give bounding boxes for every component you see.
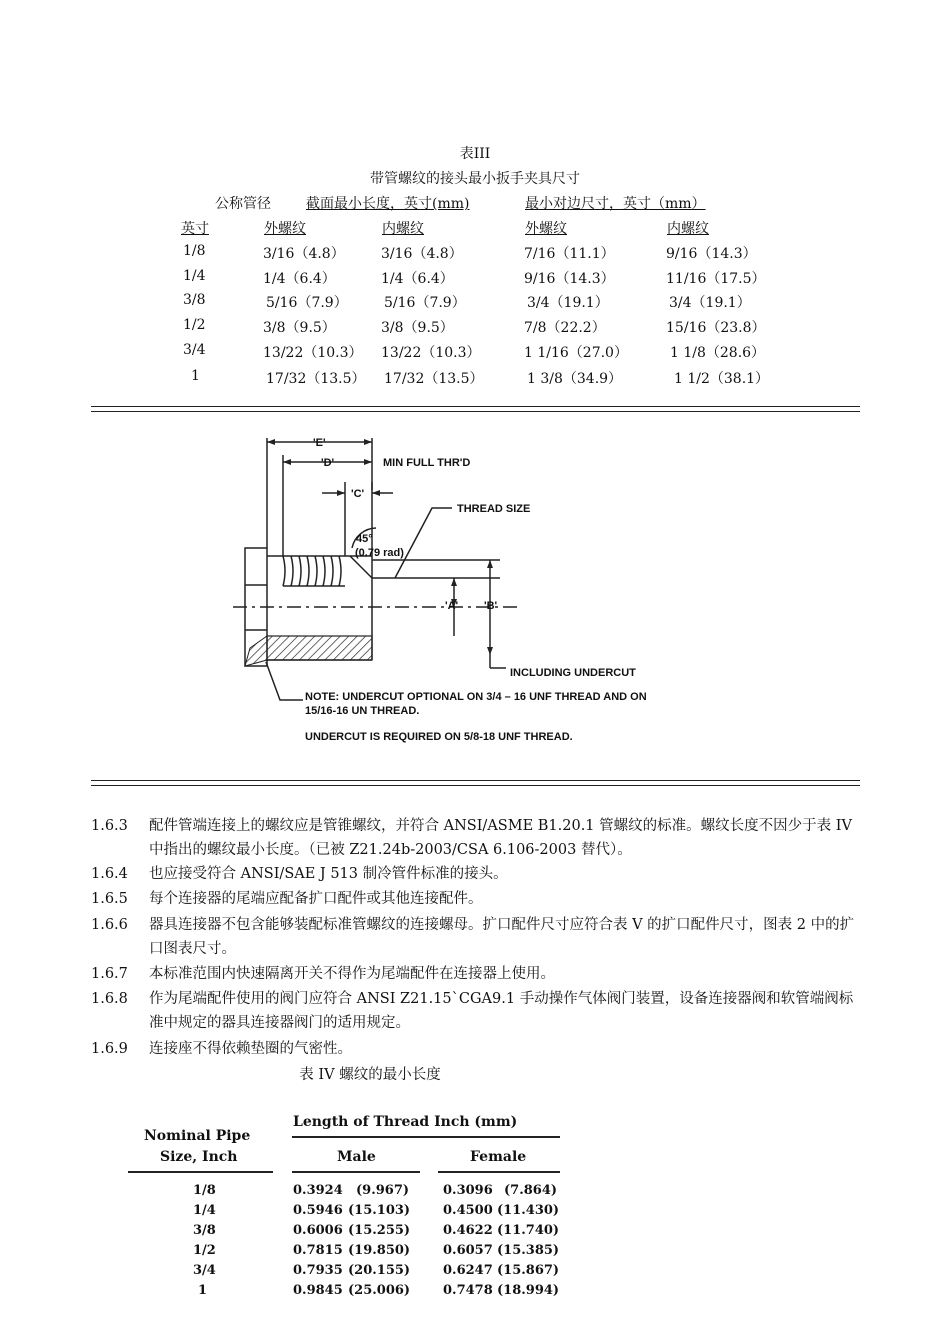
table4-cell: 0.4500 [443,1203,493,1218]
table4-cell: (9.967) [356,1183,410,1198]
table4-cell: 0.7935 [293,1263,343,1278]
table3-cell: 5/16（7.9） [384,295,466,311]
table3-cell: 15/16（23.8） [666,320,766,336]
table4-cell: (25.006) [348,1283,411,1298]
table4-cell: 1/2 [193,1243,216,1258]
table4-cell: (7.864) [504,1183,558,1198]
table3-cell: 7/16（11.1） [524,246,615,262]
table4-cell: 0.3924 [293,1183,343,1198]
table4-cell: (15.103) [348,1203,411,1218]
clause-number: 1.6.5 [91,891,128,907]
dim-a-label: 'A' [445,600,459,612]
table3-col-female-flat: 内螺纹 [667,221,709,237]
clause-1-6-5 [91,887,861,911]
table3-cell: 9/16（14.3） [524,271,615,287]
clause-text: 每个连接器的尾端应配备扩口配件或其他连接配件。 [149,891,483,907]
table4-cell: 0.7478 [443,1283,493,1298]
note-line-2: 15/16-16 UN THREAD. [305,705,420,717]
table3-cell: 9/16（14.3） [666,246,757,262]
table4-cell: 0.3096 [443,1183,493,1198]
note-line-3: UNDERCUT IS REQUIRED ON 5/8-18 UNF THREAD. [305,731,573,743]
clause-1-6-7 [91,962,861,986]
table4-rule [292,1171,420,1173]
dim-d-label: 'D' [321,457,335,469]
table3-cell: 17/32（13.5） [384,371,484,387]
dim-c-label: 'C' [351,488,365,500]
table4-length-header: Length of Thread Inch (mm) [293,1114,518,1130]
table3-subtitle: 带管螺纹的接头最小扳手夹具尺寸 [370,171,580,187]
section-divider [91,780,860,786]
table3-cell: 1/4（6.4） [381,271,454,287]
note-line-1: NOTE: UNDERCUT OPTIONAL ON 3/4 – 16 UNF THREAD AND ON [305,691,647,703]
clause-text: 本标准范围内快速隔离开关不得作为尾端配件在连接器上使用。 [149,966,555,982]
table4-caption: 表 IV 螺纹的最小长度 [299,1067,441,1083]
clause-text: 也应接受符合 ANSI/SAE J 513 制冷管件标准的接头。 [149,866,508,882]
table4-female-header: Female [470,1149,527,1165]
table4-rule [128,1171,273,1173]
table4-cell: 1/4 [193,1203,216,1218]
clause-number: 1.6.8 [91,991,128,1007]
table4-cell: 0.5946 [293,1203,343,1218]
table3-cell: 17/32（13.5） [266,371,366,387]
clause-number: 1.6.6 [91,917,128,933]
table3-col-inch: 英寸 [181,221,209,237]
table4-cell: 0.9845 [293,1283,343,1298]
clause-number: 1.6.7 [91,966,128,982]
angle-label: 45° [356,533,373,545]
table4-cell: 3/8 [193,1223,216,1238]
table3-cell: 1/4 [183,268,206,284]
table3-col-female-len: 内螺纹 [382,221,424,237]
table3-cell: 3/16（4.8） [381,246,463,262]
thread-size-label: THREAD SIZE [457,503,531,515]
table4-rule [292,1136,560,1138]
clause-1-6-8 [91,987,861,1035]
table3-cell: 1/8 [183,243,206,259]
table3-cell: 3/8（9.5） [263,320,336,336]
table4-cell: (19.850) [348,1243,411,1258]
table3-title: 表III [459,146,491,162]
table4-nominal-header-1: Nominal Pipe [144,1128,251,1144]
table3-cell: 7/8（22.2） [524,320,606,336]
table3-cell: 3/4 [183,342,206,358]
clause-text: 连接座不得依赖垫圈的气密性。 [149,1041,352,1057]
table3-cell: 3/8 [183,292,206,308]
table4-cell: 1/8 [193,1183,216,1198]
table3-col-male-len: 外螺纹 [264,221,306,237]
table3-cell: 11/16（17.5） [666,271,766,287]
dim-b-label: 'B' [484,600,498,612]
table4-cell: 0.6057 [443,1243,493,1258]
clause-1-6-9 [91,1037,861,1061]
table3-cell: 3/16（4.8） [263,246,345,262]
table3-col-male-flat: 外螺纹 [525,221,567,237]
clause-1-6-6 [91,913,861,961]
clause-text: 配件管端连接上的螺纹应是管锥螺纹，并符合 ANSI/ASME B1.20.1 管螺纹的标准。螺纹长度不因少于表 IV 中指出的螺纹最小长度。（已被 Z21.24b-2003/CSA 6.106-2003 替代）。 [149,818,852,858]
table4-cell: (11.430) [497,1203,560,1218]
table3-group-length: 截面最小长度，英寸(mm) [306,196,470,212]
undercut-label: INCLUDING UNDERCUT [510,667,636,679]
table4-cell: (18.994) [497,1283,560,1298]
min-full-thread-label: MIN FULL THR'D [383,457,471,469]
clause-text: 作为尾端配件使用的阀门应符合 ANSI Z21.15`CGA9.1 手动操作气体阀门装置，设备连接器阀和软管端阀标准中规定的器具连接器阀门的适用规定。 [149,991,854,1031]
table4-cell: (15.255) [348,1223,411,1238]
dim-e-label: 'E' [313,437,326,449]
table4-male-header: Male [337,1149,376,1165]
table4-cell: (20.155) [348,1263,411,1278]
table3-cell: 1/2 [183,317,206,333]
table4-cell: (15.867) [497,1263,560,1278]
table3-cell: 1 1/16（27.0） [524,345,628,361]
table4-cell: 0.6247 [443,1263,493,1278]
clause-number: 1.6.3 [91,818,128,834]
clause-text: 器具连接器不包含能够装配标准管螺纹的连接螺母。扩口配件尺寸应符合表 V 的扩口配件尺寸，图表 2 中的扩口图表尺寸。 [149,917,855,957]
table3-cell: 1 3/8（34.9） [527,371,623,387]
angle-rad-label: (0.79 rad) [355,547,404,559]
table3-cell: 1 1/2（38.1） [674,371,770,387]
table4-cell: 0.6006 [293,1223,343,1238]
table3-cell: 13/22（10.3） [381,345,481,361]
table3-cell: 3/8（9.5） [381,320,454,336]
table4-cell: (11.740) [497,1223,560,1238]
clause-number: 1.6.4 [91,866,128,882]
table4-rule [438,1171,560,1173]
table3-group-flats: 最小对边尺寸，英寸（mm） [525,196,706,212]
table3-cell: 1 [191,368,200,384]
clause-1-6-3 [91,814,861,862]
table4-cell: 0.7815 [293,1243,343,1258]
table4-cell: 3/4 [193,1263,216,1278]
clause-number: 1.6.9 [91,1041,128,1057]
table3-group-nominal: 公称管径 [215,196,271,212]
table3-cell: 5/16（7.9） [266,295,348,311]
table4-cell: 0.4622 [443,1223,493,1238]
table3-cell: 1/4（6.4） [263,271,336,287]
table4-cell: (15.385) [497,1243,560,1258]
table4-cell: 1 [198,1283,208,1298]
table3-cell: 13/22（10.3） [263,345,363,361]
clause-1-6-4 [91,862,861,886]
table4-nominal-header-2: Size, Inch [160,1149,238,1165]
table3-cell: 3/4（19.1） [669,295,751,311]
table3-cell: 1 1/8（28.6） [670,345,766,361]
table3-cell: 3/4（19.1） [527,295,609,311]
